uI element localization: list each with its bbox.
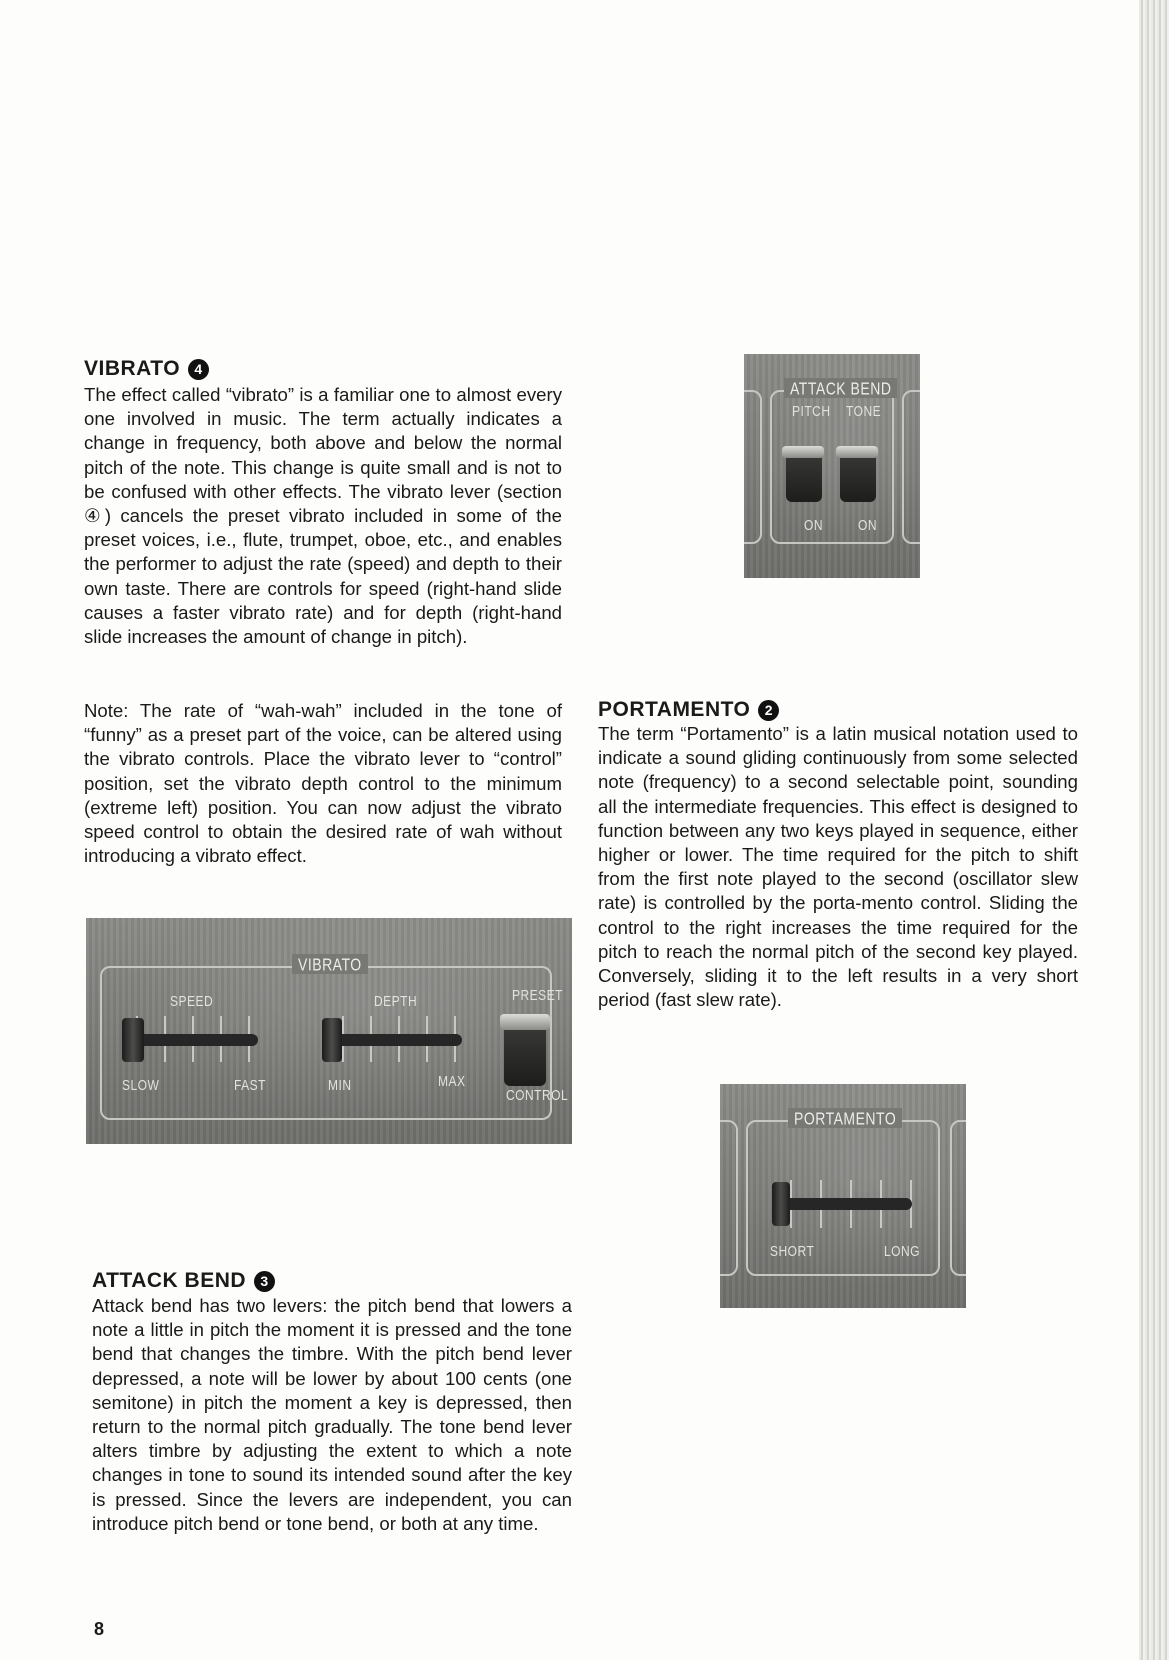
tone-label: TONE <box>846 402 882 420</box>
vibrato-lever-cap <box>500 1014 550 1030</box>
section-number-2-icon: 2 <box>758 700 779 721</box>
portamento-paragraph: The term “Portamento” is a latin musical notation used to indicate a sound gliding continuously from some selected note (frequency) to a second selectable point, sounding all the intermediate frequencies. This effect is designed to function between any two keys played in sequence, either higher or lower. The time required for the pitch to shift from the first note played to the second (oscillator slew rate) is controlled by the porta-mento control. Sliding the control to the right increases the time required for the pitch to reach the normal pitch of the second key played. Conversely, sliding it to the left results in a very short period (fast slew rate). <box>598 723 1078 1011</box>
depth-slider-track <box>326 1034 462 1046</box>
attack-bend-panel-title: ATTACK BEND <box>784 378 897 398</box>
adjacent-panel-frame-left <box>744 390 762 544</box>
portamento-heading <box>598 698 779 722</box>
scanned-page-edge <box>1139 0 1169 1660</box>
page-number: 8 <box>94 1619 105 1639</box>
vibrato-panel-title: VIBRATO <box>292 954 368 974</box>
min-label: MIN <box>328 1076 352 1094</box>
max-label: MAX <box>438 1072 466 1090</box>
vibrato-paragraph-1: The effect called “vibrato” is a familiar one to almost every one involved in music. The term actually indicates a change in frequency, both above and below the normal pitch of the note. This change is quite small and is not to be confused with other effects. The vibrato lever (section ④) cancels the preset vibrato included in some of the preset voices, i.e., flute, trumpet, oboe, etc., and enables the performer to adjust the rate (speed) and depth to their own taste. There are controls for speed (right-hand slide causes a faster vibrato rate) and for depth (right-hand slide increases the amount of change in pitch). <box>84 384 562 648</box>
attack-bend-title: ATTACK BEND <box>92 1269 247 1292</box>
attack-bend-heading <box>92 1269 275 1293</box>
speed-slider-track <box>126 1034 258 1046</box>
slow-label: SLOW <box>122 1076 160 1094</box>
vibrato-note-paragraph: Note: The rate of “wah-wah” included in the tone of “funny” as a preset part of the voice, can be altered using the vibrato controls. Place the vibrato lever to “control” position, set the vibrato depth control to the minimum (extreme left) position. You can now adjust the vibrato speed control to obtain the desired rate of wah without introducing a vibrato effect. <box>84 700 562 867</box>
preset-label: PRESET <box>512 986 564 1004</box>
tone-bend-lever-cap <box>836 446 878 458</box>
portamento-panel-photo <box>720 1084 966 1308</box>
adjacent-panel-frame-right <box>902 390 920 544</box>
pitch-on-label: ON <box>804 516 823 534</box>
tone-on-label: ON <box>858 516 877 534</box>
long-label: LONG <box>884 1242 921 1260</box>
fast-label: FAST <box>234 1076 267 1094</box>
adjacent-panel-frame-right <box>950 1120 966 1276</box>
portamento-panel-title: PORTAMENTO <box>788 1108 902 1128</box>
depth-label: DEPTH <box>374 992 418 1010</box>
attack-bend-panel-photo <box>744 354 920 578</box>
vibrato-lever[interactable] <box>504 1022 546 1086</box>
portamento-slider-knob[interactable] <box>772 1182 790 1226</box>
vibrato-heading <box>84 357 209 381</box>
section-number-4-icon: 4 <box>188 359 209 380</box>
attack-bend-paragraph: Attack bend has two levers: the pitch bend that lowers a note a little in pitch the moment it is pressed and the tone bend that changes the timbre. With the pitch bend lever depressed, a note will be lower by about 100 cents (one semitone) in pitch the moment a key is depressed, then return to the normal pitch gradually. The tone bend lever alters timbre by adjusting the extent to which a note changes in tone to sound its intended sound after the key is pressed. Since the levers are independent, you can introduce pitch bend or tone bend, or both at any time. <box>92 1295 572 1534</box>
speed-label: SPEED <box>170 992 214 1010</box>
portamento-slider-track <box>776 1198 912 1210</box>
depth-slider-knob[interactable] <box>322 1018 342 1062</box>
portamento-title: PORTAMENTO <box>598 698 751 721</box>
vibrato-panel-photo <box>86 918 572 1144</box>
adjacent-panel-frame-left <box>720 1120 738 1276</box>
section-number-3-icon: 3 <box>254 1271 275 1292</box>
short-label: SHORT <box>770 1242 815 1260</box>
pitch-label: PITCH <box>792 402 831 420</box>
pitch-bend-lever-cap <box>782 446 824 458</box>
control-label: CONTROL <box>506 1086 569 1104</box>
vibrato-title: VIBRATO <box>84 357 181 380</box>
speed-slider-knob[interactable] <box>122 1018 144 1062</box>
